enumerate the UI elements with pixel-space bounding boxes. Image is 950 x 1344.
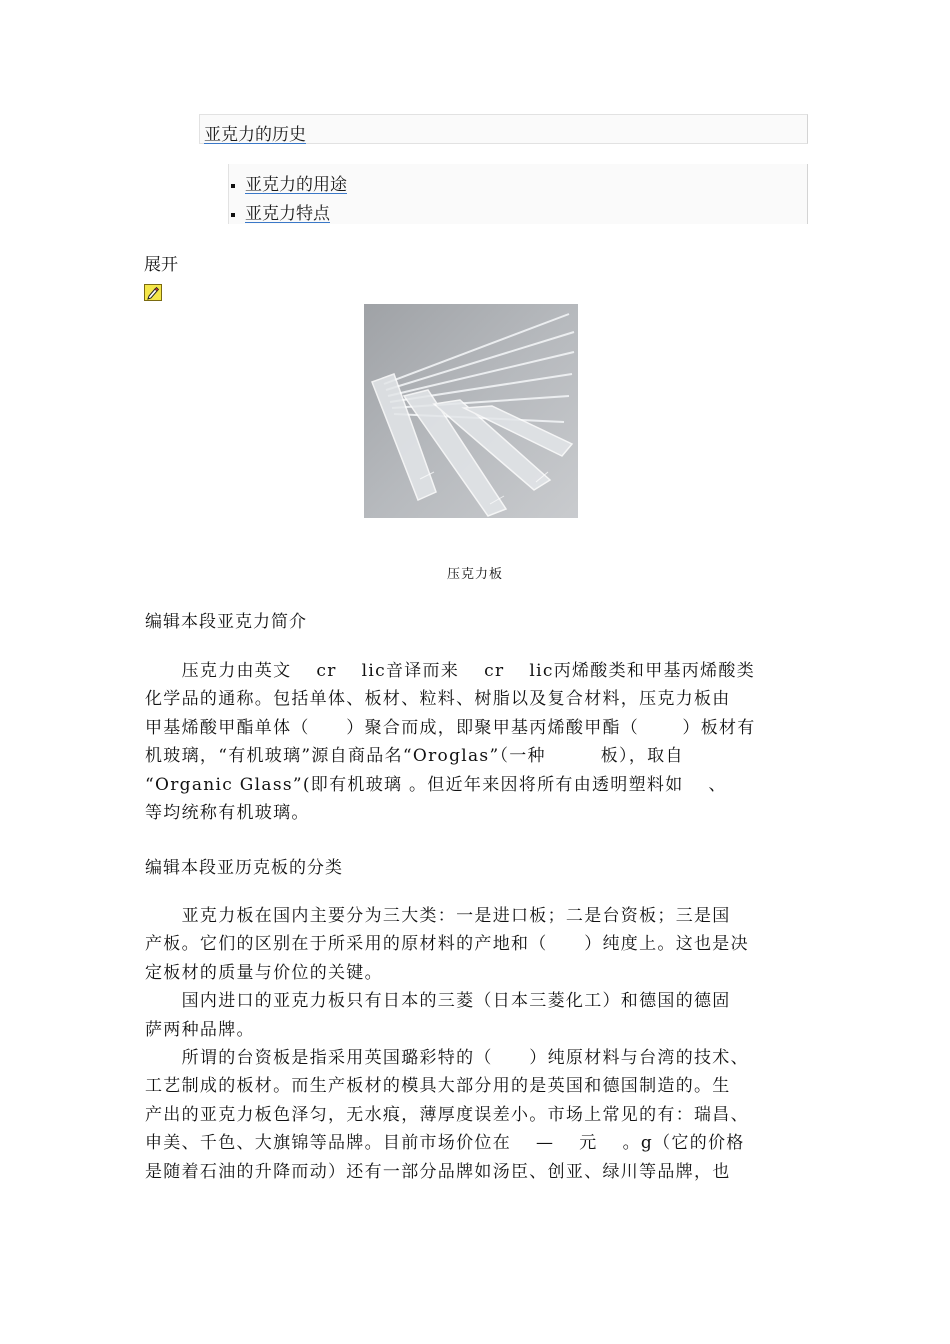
acrylic-sheets-photo xyxy=(364,304,578,518)
bullet-icon xyxy=(231,184,235,188)
edit-pencil-icon[interactable] xyxy=(144,284,162,301)
text-line: 定板材的质量与价位的关键。 xyxy=(145,962,383,983)
expand-toggle[interactable]: 展开 xyxy=(144,255,178,275)
paragraph-types xyxy=(145,902,815,1186)
text-line: 产板。它们的区别在于所采用的原材料的产地和（ ）纯度上。这也是决 xyxy=(145,934,749,955)
toc-list-item xyxy=(231,199,330,224)
toc-link-history[interactable]: 亚克力的历史 xyxy=(204,125,306,145)
toc-main-box xyxy=(199,114,808,144)
text-line: 机玻璃，“有机玻璃”源自商品名“Oroglas”（一种 板），取自 xyxy=(145,746,684,767)
text-line: 产出的亚克力板色泽匀，无水痕，薄厚度误差小。市场上常见的有：瑞昌、 xyxy=(145,1104,749,1125)
text-line: 等均统称有机玻璃。 xyxy=(145,803,310,824)
toc-link-uses[interactable]: 亚克力的用途 xyxy=(245,175,347,195)
section-heading-types: 编辑本段亚历克板的分类 xyxy=(145,858,343,878)
text-line: 压克力由英文 cr lic音译而来 cr lic丙烯酸类和甲基丙烯酸类 xyxy=(145,661,755,681)
toc-list-item xyxy=(231,170,347,195)
text-line: 所谓的台资板是指采用英国璐彩特的（ ）纯原材料与台湾的技术、 xyxy=(145,1048,749,1069)
text-line: 甲基烯酸甲酯单体（ ）聚合而成，即聚甲基丙烯酸甲酯（ ）板材有 xyxy=(145,717,756,738)
figure-caption: 压克力板 xyxy=(446,567,503,582)
text-line: “Organic Glass”(即有机玻璃 。但近年来因将所有由透明塑料如 、 xyxy=(145,774,727,795)
text-line: 亚克力板在国内主要分为三大类：一是进口板；二是台资板；三是国 xyxy=(145,906,731,926)
toc-link-features[interactable]: 亚克力特点 xyxy=(245,204,330,224)
text-line: 国内进口的亚克力板只有日本的三菱（日本三菱化工）和德国的德固 xyxy=(145,991,731,1012)
text-line: 申美、千色、大旗锦等品牌。目前市场价位在 — 元 。g（它的价格 xyxy=(145,1133,745,1154)
section-heading-intro: 编辑本段亚克力简介 xyxy=(145,612,307,632)
paragraph-intro xyxy=(145,657,815,827)
text-line: 化学品的通称。包括单体、板材、粒料、树脂以及复合材料，压克力板由 xyxy=(145,689,731,710)
bullet-icon xyxy=(231,213,235,217)
toc-sub-list xyxy=(228,164,808,224)
text-line: 工艺制成的板材。而生产板材的模具大部分用的是英国和德国制造的。生 xyxy=(145,1076,731,1097)
text-line: 萨两种品牌。 xyxy=(145,1019,255,1040)
text-line: 是随着石油的升降而动）还有一部分品牌如汤臣、创亚、绿川等品牌，也 xyxy=(145,1161,731,1182)
